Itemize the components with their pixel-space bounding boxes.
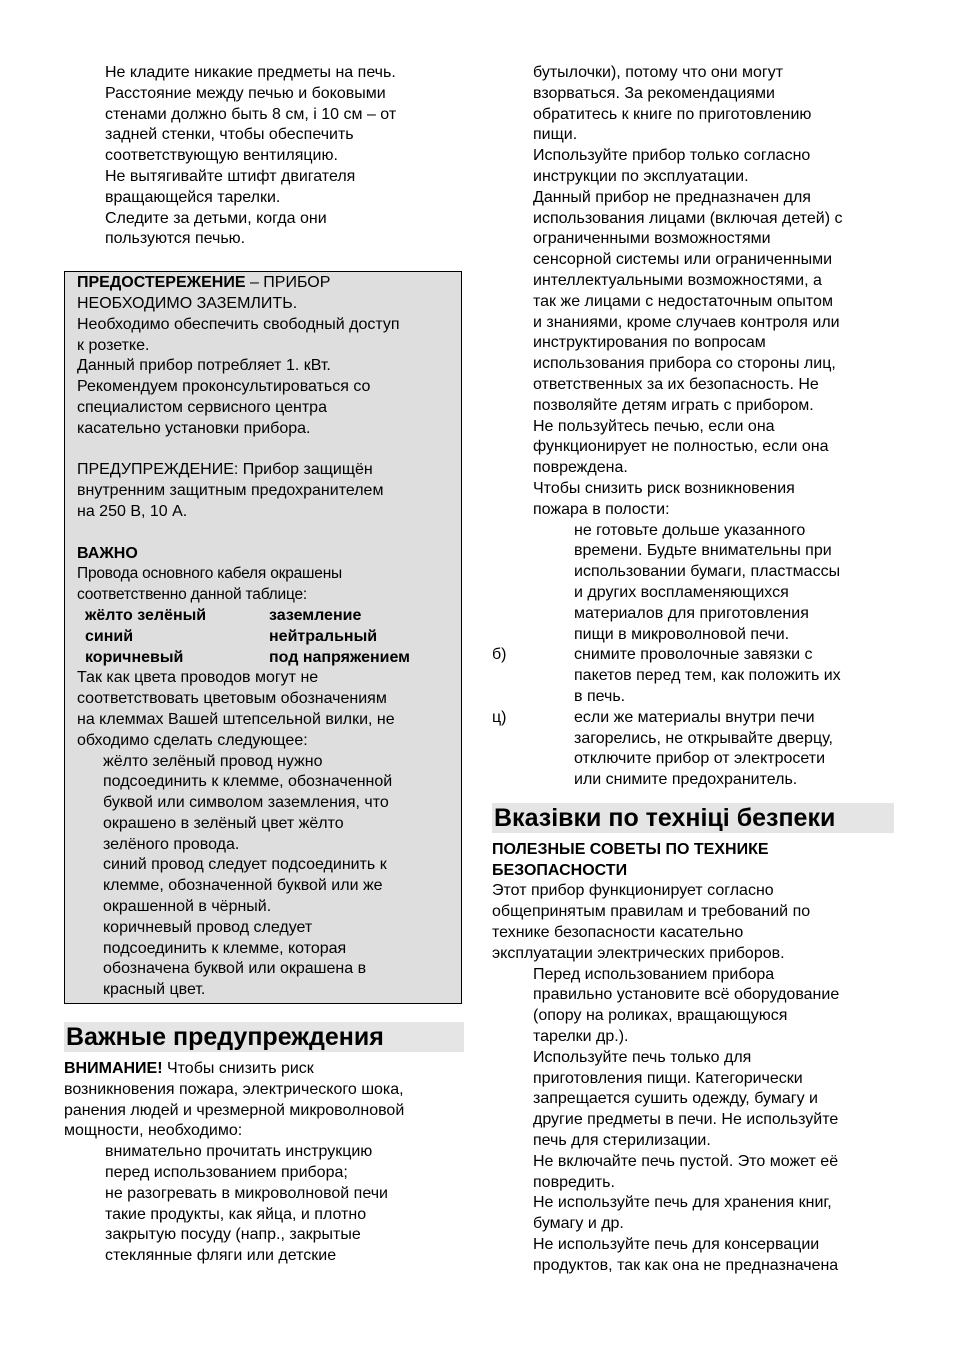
text-line: не готовьте дольше указанного bbox=[574, 521, 806, 539]
list-item-label: б) bbox=[492, 646, 507, 664]
text-line: тарелки др.). bbox=[533, 1028, 629, 1046]
text-line: времени. Будьте внимательны при bbox=[574, 542, 832, 560]
text-line: ранения людей и чрезмерной микроволновой bbox=[64, 1101, 405, 1119]
wire-meaning-cell: заземление bbox=[269, 606, 362, 624]
left-column bbox=[64, 63, 464, 1267]
text-line: так же лицами с недостаточным опытом bbox=[533, 292, 833, 310]
text-line: Используйте прибор только согласно bbox=[533, 147, 811, 165]
text-line: взорваться. За рекомендациями bbox=[533, 84, 775, 102]
text-line: Этот прибор функционирует согласно bbox=[492, 882, 774, 900]
text-line: использования лицами (включая детей) с bbox=[533, 209, 843, 227]
text-line: бутылочки), потому что они могут bbox=[533, 64, 784, 81]
text-line: Не используйте печь для хранения книг, bbox=[533, 1194, 832, 1212]
text-line: Не кладите никакие предметы на печь. bbox=[105, 64, 396, 81]
list-item-text bbox=[574, 521, 894, 646]
attention-list bbox=[64, 1142, 464, 1267]
text-line: загорелись, не открывайте дверцу, bbox=[574, 729, 833, 747]
section-heading-safety: Вказівки по техніці безпеки bbox=[492, 803, 894, 833]
text-line: стеклянные фляги или детские bbox=[105, 1247, 337, 1265]
text-line: и знаниями, кроме случаев контроля или bbox=[533, 313, 840, 331]
wire-meaning-cell: под напряжением bbox=[269, 648, 411, 666]
list-item bbox=[492, 645, 894, 707]
text-line: ответственных за их безопасность. Не bbox=[533, 375, 819, 393]
right-column bbox=[492, 63, 894, 1277]
list-item bbox=[492, 708, 894, 791]
text-line: буквой или символом заземления, что bbox=[103, 794, 389, 812]
text-line: Данный прибор не предназначен для bbox=[533, 188, 811, 206]
attention-rest: Чтобы снизить риск bbox=[162, 1060, 314, 1078]
text-line: или снимите предохранитель. bbox=[574, 771, 798, 789]
text-line: снимите проволочные завязки с bbox=[574, 646, 813, 664]
text-line: Не вытягивайте штифт двигателя bbox=[105, 167, 356, 185]
text-line: инструкции по эксплуатации. bbox=[533, 167, 749, 185]
text-line: обходимо сделать следующее: bbox=[77, 731, 308, 749]
subheading-line: БЕЗОПАСНОСТИ bbox=[492, 861, 628, 879]
wire-color-cell: жёлто зелёный bbox=[85, 606, 207, 624]
list-item-text bbox=[533, 708, 894, 791]
caution-rest: – ПРИБОР bbox=[245, 274, 331, 292]
text-line: синий провод следует подсоединить к bbox=[103, 856, 387, 874]
text-line: окрашенной в чёрный. bbox=[103, 898, 272, 916]
text-line: Так как цвета проводов могут не bbox=[77, 669, 319, 687]
text-line: обозначена буквой или окрашена в bbox=[103, 960, 367, 978]
text-line: запрещается сушить одежду, бумагу и bbox=[533, 1090, 818, 1108]
list-item-label: ц) bbox=[492, 708, 507, 726]
list-item-label bbox=[533, 521, 574, 646]
text-line: клемме, обозначенной буквой или же bbox=[103, 877, 383, 895]
text-line: внимательно прочитать инструкцию bbox=[105, 1143, 373, 1161]
intro-paragraph bbox=[64, 63, 464, 250]
text-line: не разогревать в микроволновой печи bbox=[105, 1184, 388, 1202]
text-line: пищи. bbox=[533, 126, 578, 144]
attention-label: ВНИМАНИЕ! bbox=[64, 1060, 163, 1078]
text-line: пожара в полости: bbox=[533, 500, 670, 518]
subheading-line: ПОЛЕЗНЫЕ СОВЕТЫ ПО ТЕХНИКЕ bbox=[492, 840, 769, 858]
caution-line bbox=[77, 273, 453, 294]
text-line: сенсорной системы или ограниченными bbox=[533, 251, 833, 269]
text-line: задней стенки, чтобы обеспечить bbox=[105, 126, 354, 144]
text-line: бумагу и др. bbox=[533, 1215, 624, 1233]
text-line: повреждена. bbox=[533, 459, 628, 477]
text-line: Не включайте печь пустой. Это может её bbox=[533, 1152, 839, 1170]
text-line: на 250 В, 10 А. bbox=[77, 502, 188, 520]
text-line: технике безопасности касательно bbox=[492, 924, 744, 942]
text-line: соответствовать цветовым обозначениям bbox=[77, 690, 387, 708]
text-line: Расстояние между печью и боковыми bbox=[105, 84, 386, 102]
text-line: подсоединить к клемме, которая bbox=[103, 939, 347, 957]
text-line: такие продукты, как яйца, и плотно bbox=[105, 1205, 367, 1223]
text-line: пищи в микроволновой печи. bbox=[574, 625, 790, 643]
text-line: ограниченными возможностями bbox=[533, 230, 771, 248]
list-item bbox=[533, 521, 894, 646]
text-line: на клеммах Вашей штепсельной вилки, не bbox=[77, 710, 395, 728]
text-line: продуктов, так как она не предназначена bbox=[533, 1256, 839, 1274]
text-line: (опору на роликах, вращающуюся bbox=[533, 1007, 788, 1025]
text-line: пакетов перед тем, как положить их bbox=[574, 667, 841, 685]
text-line: Следите за детьми, когда они bbox=[105, 209, 327, 227]
text-line: использования прибора со стороны лиц, bbox=[533, 355, 836, 373]
text-line: в печь. bbox=[574, 687, 626, 705]
text-line: Чтобы снизить риск возникновения bbox=[533, 479, 795, 497]
wire-instructions bbox=[77, 752, 453, 1002]
text-line: специалистом сервисного центра bbox=[77, 398, 327, 416]
text-line: функционирует не полностью, если она bbox=[533, 438, 829, 456]
caution-label: ПРЕДОСТЕРЕЖЕНИЕ bbox=[77, 274, 246, 292]
list-item-text bbox=[533, 645, 894, 707]
text-line: ПРЕДУПРЕЖДЕНИЕ: Прибор защищён bbox=[77, 461, 373, 479]
text-line: общепринятым правилам и требований по bbox=[492, 903, 811, 921]
text-line: правильно установите всё оборудование bbox=[533, 986, 840, 1004]
text-line: Не используйте печь для консервации bbox=[533, 1236, 820, 1254]
wire-color-table bbox=[85, 606, 453, 668]
text-line: и других воспламеняющихся bbox=[574, 583, 789, 601]
text-line: печь для стерилизации. bbox=[533, 1132, 711, 1150]
wire-meaning-cell: нейтральный bbox=[269, 627, 378, 645]
text-line: коричневый провод следует bbox=[103, 918, 313, 936]
text-line: Рекомендуем проконсультироваться со bbox=[77, 378, 371, 396]
wire-color-cell: коричневый bbox=[85, 648, 184, 666]
text-line: Данный прибор потребляет 1. кВт. bbox=[77, 357, 331, 375]
important-label: ВАЖНО bbox=[77, 544, 138, 562]
text-line: отключите прибор от электросети bbox=[574, 750, 826, 768]
text-line: эксплуатации электрических приборов. bbox=[492, 944, 785, 962]
text-line: материалов для приготовления bbox=[574, 604, 809, 622]
text-line: внутренним защитным предохранителем bbox=[77, 482, 384, 500]
text-line: подсоединить к клемме, обозначенной bbox=[103, 773, 393, 791]
text-line: Необходимо обеспечить свободный доступ bbox=[77, 315, 400, 333]
text-line: жёлто зелёный провод нужно bbox=[103, 752, 323, 770]
table-row bbox=[85, 606, 453, 627]
text-line: Перед использованием прибора bbox=[533, 965, 775, 983]
text-line: возникновения пожара, электрического шока, bbox=[64, 1080, 404, 1098]
text-line: стенами должно быть 8 см, і 10 см – от bbox=[105, 105, 397, 123]
text-line: касательно установки прибора. bbox=[77, 419, 311, 437]
text-line: красный цвет. bbox=[103, 981, 206, 999]
text-line: интеллектуальными возможностями, а bbox=[533, 271, 822, 289]
table-row bbox=[85, 648, 453, 669]
text-line: окрашено в зелёный цвет жёлто bbox=[103, 814, 344, 832]
text-line: повредить. bbox=[533, 1173, 615, 1191]
attention-line bbox=[64, 1059, 464, 1080]
text-line: приготовления пищи. Категорически bbox=[533, 1069, 803, 1087]
text-line: Используйте печь только для bbox=[533, 1048, 752, 1066]
text-line: Не пользуйтесь печью, если она bbox=[533, 417, 775, 435]
safety-tips-list bbox=[492, 965, 894, 1277]
text-line: пользуются печью. bbox=[105, 230, 246, 248]
text-line: позволяйте детям играть с прибором. bbox=[533, 396, 814, 414]
table-row bbox=[85, 627, 453, 648]
text-line: перед использованием прибора; bbox=[105, 1164, 348, 1182]
text-line: инструктирования по вопросам bbox=[533, 334, 766, 352]
text-line: Провода основного кабеля окрашены bbox=[77, 565, 342, 583]
text-line: закрытую посуду (напр., закрытые bbox=[105, 1226, 361, 1244]
text-line: вращающейся тарелки. bbox=[105, 188, 281, 206]
continued-instructions bbox=[492, 63, 894, 645]
text-line: мощности, необходимо: bbox=[64, 1122, 243, 1140]
text-line: соответственно данной таблице: bbox=[77, 586, 308, 604]
text-line: если же материалы внутри печи bbox=[574, 708, 815, 726]
wire-color-cell: синий bbox=[85, 627, 134, 645]
text-line: использовании бумаги, пластмассы bbox=[574, 563, 841, 581]
text-line: соответствующую вентиляцию. bbox=[105, 147, 338, 165]
text-line: зелёного провода. bbox=[103, 835, 240, 853]
grounding-warning-box bbox=[64, 271, 462, 1004]
text-line: обратитесь к книге по приготовлению bbox=[533, 105, 812, 123]
text-line: НЕОБХОДИМО ЗАЗЕМЛИТЬ. bbox=[77, 294, 298, 312]
section-heading-warnings: Важные предупреждения bbox=[64, 1022, 464, 1052]
text-line: другие предметы в печи. Не используйте bbox=[533, 1111, 839, 1129]
text-line: к розетке. bbox=[77, 336, 150, 354]
